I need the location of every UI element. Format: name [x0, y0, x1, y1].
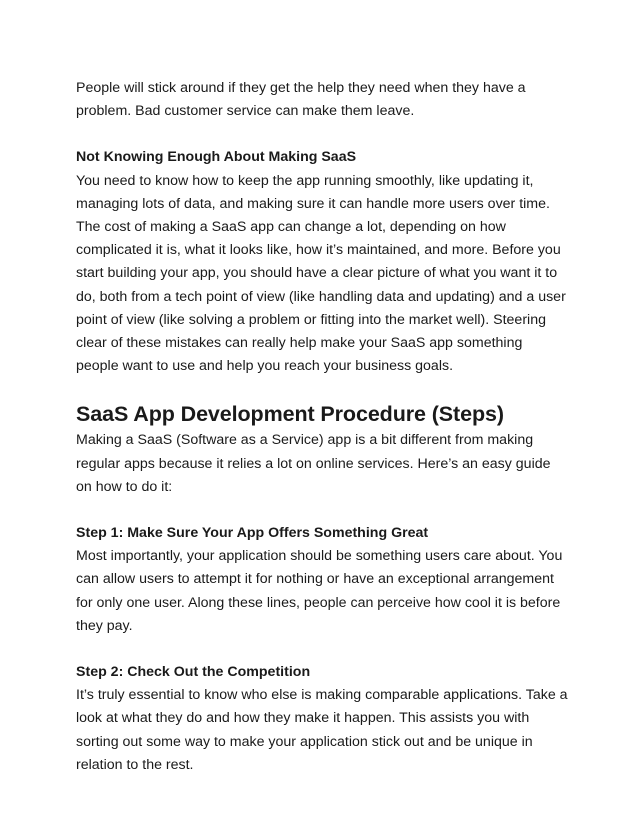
paragraph-cost: The cost of making a SaaS app can change a lot, depending on how complicated it is, what it looks like, how it’s maintained, and more. Before you start building your app, you should have a clear picture of what you want it to do, both from a tech point of view (like handling data and updating) and a user point of view (like solving a problem or fitting into the market well). Steering clear of these mistakes can really help make your SaaS app something people want to use and help you reach your business goals.: [76, 219, 566, 375]
section-title-procedure: SaaS App Development Procedure (Steps): [76, 402, 504, 427]
spacer: [76, 123, 568, 146]
step-2-heading: Step 2: Check Out the Competition: [76, 664, 311, 681]
spacer: [76, 499, 568, 522]
paragraph-procedure-intro: Making a SaaS (Software as a Service) app is a bit different from making regular apps because it relies a lot on online services. Here’s an easy guide on how to do it:: [76, 432, 551, 495]
document-page: [76, 77, 568, 777]
paragraph-maintenance: You need to know how to keep the app running smoothly, like updating it, managing lots of data, and making sure it can handle more users over time.: [76, 172, 550, 212]
step-1-body: Most importantly, your application should be something users care about. You can allow users to attempt it for nothing or have an exceptional arrangement for only one user. Along these lines, people can perceive how cool it is before they pay.: [76, 548, 563, 634]
section-heading-not-knowing: Not Knowing Enough About Making SaaS: [76, 149, 357, 166]
spacer: [76, 638, 568, 661]
step-2-body: It’s truly essential to know who else is making comparable applications. Take a look at what they do and how they make it happen. This assists you with sorting out some way to make your application stick out and be unique in relation to the rest.: [76, 687, 568, 773]
intro-paragraph: People will stick around if they get the help they need when they have a problem. Bad customer service can make them leave.: [76, 80, 526, 120]
step-1-heading: Step 1: Make Sure Your App Offers Something Great: [76, 525, 429, 542]
